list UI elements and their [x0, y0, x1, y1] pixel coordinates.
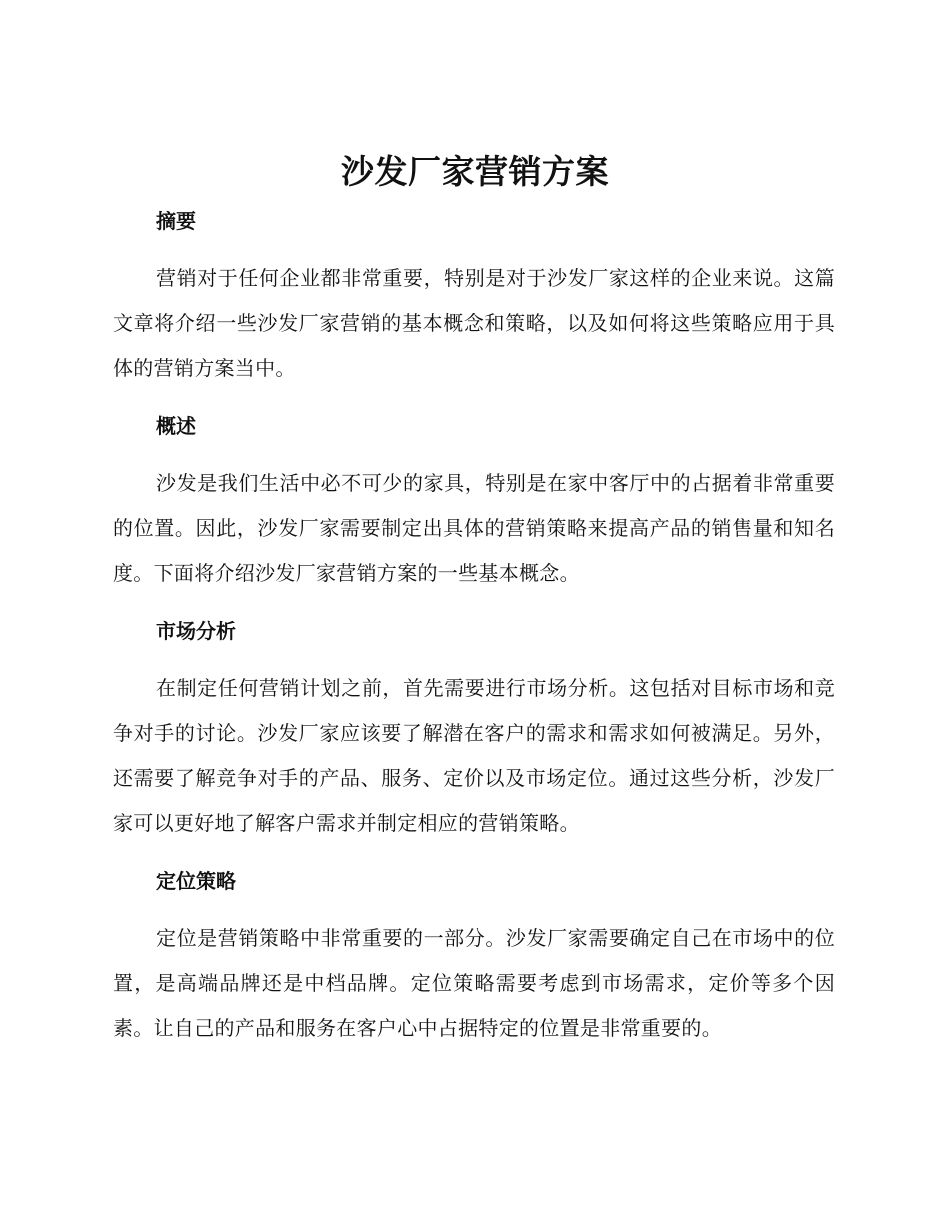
section-overview	[113, 410, 835, 596]
section-paragraph: 在制定任何营销计划之前，首先需要进行市场分析。这包括对目标市场和竞争对手的讨论。沙发厂家应该要了解潜在客户的需求和需求如何被满足。另外，还需要了解竞争对手的产品、服务、定价以及市场定位。通过这些分析，沙发厂家可以更好地了解客户需求并制定相应的营销策略。	[113, 676, 835, 835]
section-heading: 概述	[156, 414, 196, 438]
section-heading: 定位策略	[156, 869, 236, 893]
section-paragraph: 定位是营销策略中非常重要的一部分。沙发厂家需要确定自己在市场中的位置，是高端品牌还是中档品牌。定位策略需要考虑到市场需求，定价等多个因素。让自己的产品和服务在客户心中占据特定的位置是非常重要的。	[113, 926, 835, 1040]
section-paragraph: 营销对于任何企业都非常重要，特别是对于沙发厂家这样的企业来说。这篇文章将介绍一些沙发厂家营销的基本概念和策略，以及如何将这些策略应用于具体的营销方案当中。	[113, 266, 835, 380]
section-market-analysis	[113, 615, 835, 846]
section-positioning-strategy	[113, 865, 835, 1051]
document-body	[113, 205, 835, 1070]
section-paragraph: 沙发是我们生活中必不可少的家具，特别是在家中客厅中的占据着非常重要的位置。因此，沙发厂家需要制定出具体的营销策略来提高产品的销售量和知名度。下面将介绍沙发厂家营销方案的一些基本概念。	[113, 471, 835, 585]
section-abstract	[113, 205, 835, 391]
document-title: 沙发厂家营销方案	[341, 152, 609, 191]
section-heading: 市场分析	[156, 619, 236, 643]
section-heading: 摘要	[156, 209, 196, 233]
